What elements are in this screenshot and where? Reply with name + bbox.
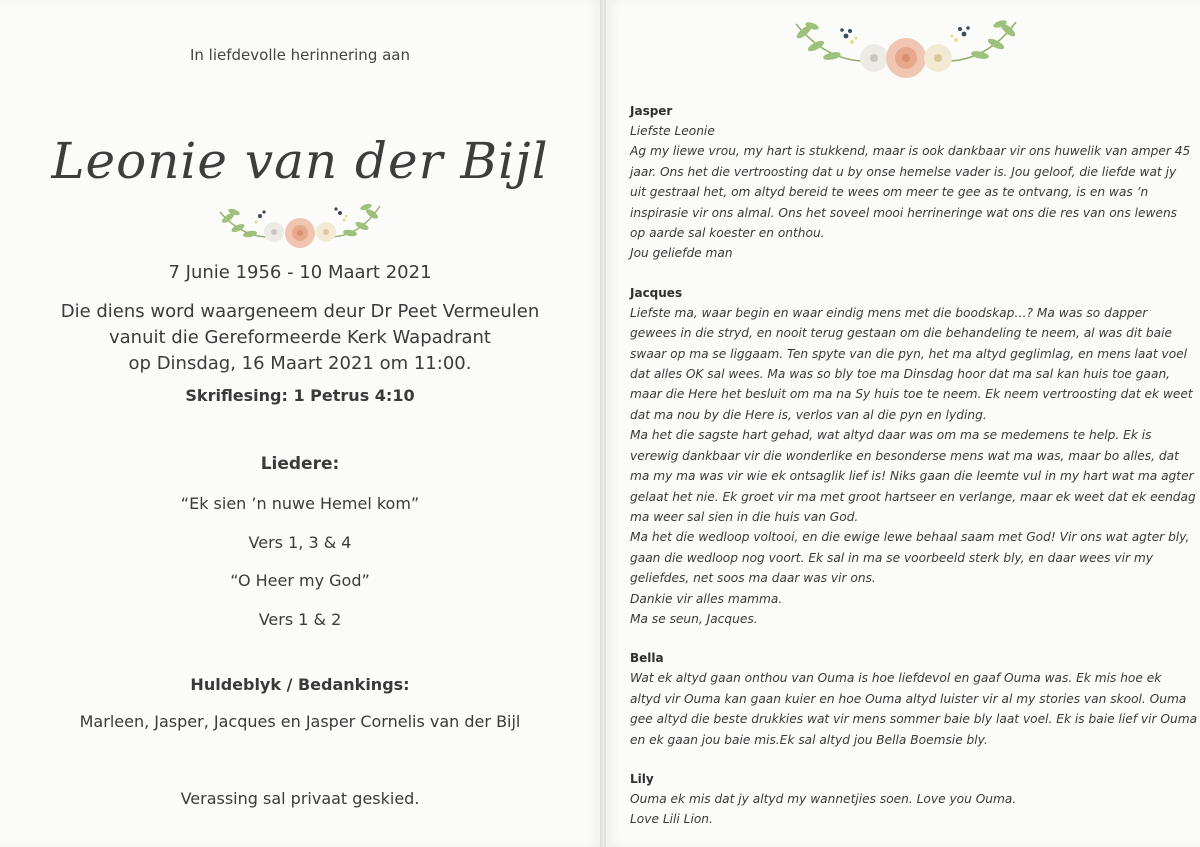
message-lily [630,769,1178,830]
song-title: “O Heer my God” [230,571,370,590]
message-line: gaan die wedloop nog voort. Ek sal in ma se voorbeeld sterk bly, en daar wees vir my [630,550,1153,565]
message-line: ma weer sal sien in die huis van God. [630,509,859,524]
closing-note: Verassing sal privaat geskied. [180,789,420,808]
message-line: ma my ma was vir wie ek ontsaglik lief is! Niks gaan die leemte vul in my hart wat ma agter [630,469,1194,484]
message-jasper [630,101,1191,264]
floral-wreath-icon [792,16,1020,82]
message-line: Liefste Leonie [630,124,715,138]
message-line: op aarde sal koester en onthou. [630,226,825,241]
message-line: geliefdes, net soos ma daar was vir ons. [630,571,876,586]
message-line: en ek gaan jou baie mis.Ek sal altyd jou Bella Boemsie bly. [630,732,988,747]
message-line: Dankie vir alles mamma. [630,591,783,606]
message-jacques [630,283,1196,630]
life-dates: 7 Junie 1956 - 10 Maart 2021 [168,262,432,283]
song-verses: Vers 1 & 2 [258,610,342,629]
service-line: op Dinsdag, 16 Maart 2021 om 11:00. [128,353,472,374]
message-line: inspirasie vir ons almal. Ons het soveel mooi herrineringe wat ons die res van ons lewens [630,205,1178,220]
message-line: gewees in die stryd, en nooit terug gestaan om die behandeling te neem, al was dit baie [630,326,1172,341]
message-author: Lily [630,771,654,786]
service-line: vanuit die Gereformeerde Kerk Wapadrant [108,327,491,348]
message-author: Jasper [630,104,673,118]
scripture-reading: Skriflesing: 1 Petrus 4:10 [185,386,415,405]
message-line: swaar op ma se liggaam. Ten spyte van die pyn, het ma altyd geglimlag, en mens laat voel [630,346,1188,361]
message-line: dat alles OK sal wees. Ma was so bly toe ma Dinsdag hoor dat ma sal kan huis toe gaan, [630,367,1171,382]
message-author: Bella [630,651,664,666]
message-author: Jacques [630,285,683,300]
message-line: maar die Here het besluit om ma na Sy huis toe te neem. Ek neem vertroosting dat ek weet [630,387,1193,402]
tribute-messages [630,101,1198,847]
message-line: Jou geliefde man [630,246,733,261]
song-verses: Vers 1, 3 & 4 [248,533,352,552]
message-line: verewig dankbaar vir die wonderlike en besonderse mens wat ma was, maar bo alles, dat [630,448,1179,463]
message-line: gee altyd die beste drukkies wat vir mens sommer baie bly laat voel. Ek is baie lief vir Ouma [630,712,1198,727]
deceased-name: Leonie van der Bijl [51,132,549,190]
message-line: dat ma nou by die Here is, verlos van al die pyn en lyding. [630,407,987,422]
family-names: Marleen, Jasper, Jacques en Jasper Cornelis van der Bijl [79,712,521,731]
floral-wreath-icon [216,198,384,256]
memorial-intro: In liefdevolle herinnering aan [189,46,410,64]
message-line: altyd vir Ouma kan gaan kuier en hoe Ouma altyd luister vir al my stories van skool. Ouma [630,691,1187,706]
message-line: Ag my liewe vrou, my hart is stukkend, maar is ook dankbaar vir ons huwelik van amper 45 [630,144,1191,159]
message-line: Ouma ek mis dat jy altyd my wannetjies soen. Love you Ouma. [630,791,1017,806]
message-line: jaar. Ons het die vertroosting dat u by onse hemelse vader is. Jou geloof, die liefde wat jy [630,164,1177,179]
message-line: Liefste ma, waar begin en waar eindig mens met die boodskap…? Ma was so dapper [630,305,1148,320]
service-line: Die diens word waargeneem deur Dr Peet Vermeulen [60,301,540,322]
message-line: Ma het die wedloop voltooi, en die ewige lewe behaal saam met God! Vir ons wat agter bly, [630,530,1190,545]
songs-heading: Liedere: [260,454,340,474]
message-line: Love Lili Lion. [630,812,713,827]
message-line: Ma het die sagste hart gehad, wat altyd daar was om ma se medemens te help. Ek is [630,428,1152,443]
message-line: Wat ek altyd gaan onthou van Ouma is hoe liefdevol en gaaf Ouma was. Ek mis hoe ek [630,671,1162,686]
message-line: Ma se seun, Jacques. [630,611,758,626]
message-line: uit gestraal het, om altyd bereid te wees om meer te gee as te ontvang, is en was ’n [630,185,1149,200]
message-line: gelaat het nie. Ek groet vir ma met groot hartseer en verlange, maar ek weet dat ek eendag [630,489,1196,504]
tribute-heading: Huldeblyk / Bedankings: [190,675,410,694]
service-details [0,299,600,377]
message-bella [630,648,1198,750]
song-title: “Ek sien ’n nuwe Hemel kom” [180,494,420,513]
